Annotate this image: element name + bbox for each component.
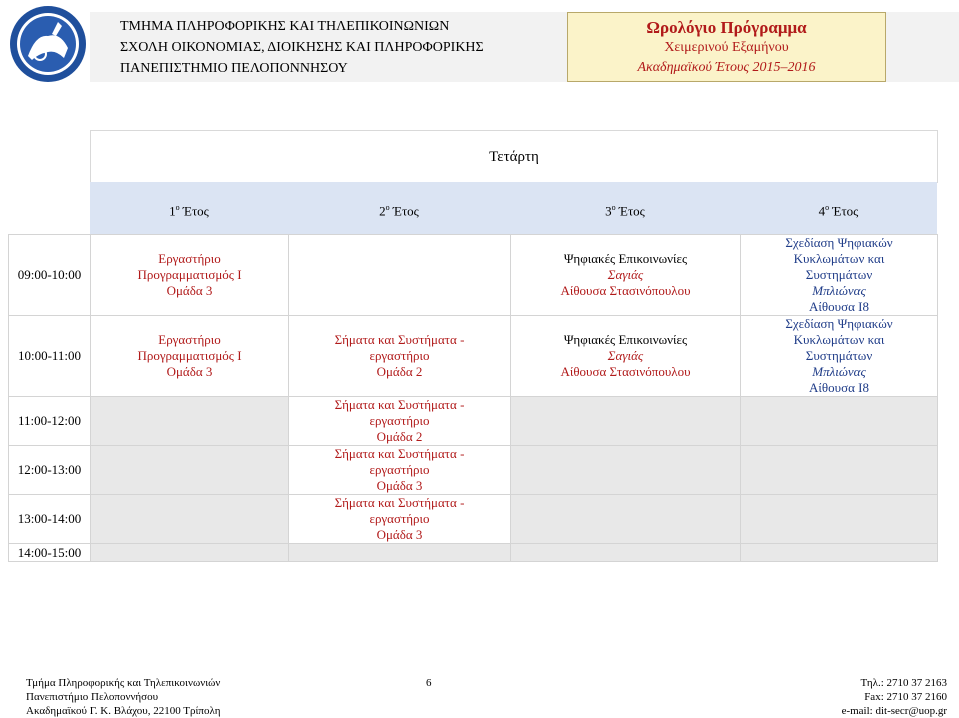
table-row (9, 235, 938, 316)
cell-y2-1200: Σήματα και Συστήματα - εργαστήριο Ομάδα 3 (289, 446, 511, 495)
time-slot: 14:00-15:00 (9, 544, 91, 562)
year-header-2: $2^o$ Έτος (379, 203, 419, 219)
school-name: ΣΧΟΛΗ ΟΙΚΟΝΟΜΙΑΣ, ΔΙΟΙΚΗΣΗΣ ΚΑΙ ΠΛΗΡΟΦΟΡΙΚΗΣ (120, 40, 484, 55)
cell-y4-0900: Σχεδίαση Ψηφιακών Κυκλωμάτων και Συστημάτων Μπλιώνας Αίθουσα Ι8 (741, 235, 938, 316)
time-slot: 12:00-13:00 (9, 446, 91, 495)
timetable (8, 234, 938, 562)
cell-y4-1400 (741, 544, 938, 562)
cell-y2-1100: Σήματα και Συστήματα - εργαστήριο Ομάδα 2 (289, 397, 511, 446)
schedule-title: Ωρολόγιο Πρόγραμμα (646, 18, 807, 37)
year-header-row (90, 182, 937, 234)
academic-year-label: Ακαδημαϊκού Έτους 2015–2016 (637, 60, 816, 75)
time-slot: 13:00-14:00 (9, 495, 91, 544)
cell-y3-1400 (511, 544, 741, 562)
cell-y3-1100 (511, 397, 741, 446)
cell-y4-1200 (741, 446, 938, 495)
cell-y1-1100 (91, 397, 289, 446)
table-row (9, 495, 938, 544)
cell-y1-1000: Εργαστήριο Προγραμματισμός Ι Ομάδα 3 (91, 316, 289, 397)
cell-y4-1300 (741, 495, 938, 544)
year-header-3: $3^o$ Έτος (605, 203, 645, 219)
cell-y4-1100 (741, 397, 938, 446)
cell-y3-0900: Ψηφιακές Επικοινωνίες Σαγιάς Αίθουσα Στασινόπουλου (511, 235, 741, 316)
cell-y2-1400 (289, 544, 511, 562)
schedule-title-box (567, 12, 886, 82)
time-slot: 09:00-10:00 (9, 235, 91, 316)
cell-y3-1000: Ψηφιακές Επικοινωνίες Σαγιάς Αίθουσα Στασινόπουλου (511, 316, 741, 397)
semester-label: Χειμερινού Εξαμήνου (664, 40, 789, 55)
cell-y2-1300: Σήματα και Συστήματα - εργαστήριο Ομάδα 3 (289, 495, 511, 544)
day-title: Τετάρτη (90, 130, 938, 183)
table-row (9, 397, 938, 446)
cell-y3-1200 (511, 446, 741, 495)
table-row (9, 544, 938, 562)
time-slot: 10:00-11:00 (9, 316, 91, 397)
table-row (9, 446, 938, 495)
year-header-4: $4^o$ Έτος (818, 203, 859, 219)
cell-y3-1300 (511, 495, 741, 544)
footer-address: Τμήμα Πληροφορικής και Τηλεπικοινωνιών Πανεπιστήμιο Πελοποννήσου Ακαδημαϊκού Γ. Κ. Βλάχου, 22100 Τρίπολη (26, 677, 221, 717)
cell-y2-0900 (289, 235, 511, 316)
cell-y4-1000: Σχεδίαση Ψηφιακών Κυκλωμάτων και Συστημάτων Μπλιώνας Αίθουσα Ι8 (741, 316, 938, 397)
cell-y1-0900: Εργαστήριο Προγραμματισμός Ι Ομάδα 3 (91, 235, 289, 316)
year-header-1: $1^o$ Έτος (169, 203, 209, 219)
cell-y2-1000: Σήματα και Συστήματα - εργαστήριο Ομάδα 2 (289, 316, 511, 397)
time-slot: 11:00-12:00 (9, 397, 91, 446)
cell-y1-1200 (91, 446, 289, 495)
table-row (9, 316, 938, 397)
department-name: ΤΜΗΜΑ ΠΛΗΡΟΦΟΡΙΚΗΣ ΚΑΙ ΤΗΛΕΠΙΚΟΙΝΩΝΙΩΝ (120, 19, 450, 34)
university-logo-icon (8, 4, 88, 84)
university-name: ΠΑΝΕΠΙΣΤΗΜΙΟ ΠΕΛΟΠΟΝΝΗΣΟΥ (120, 61, 348, 76)
cell-y1-1300 (91, 495, 289, 544)
footer-contact: Τηλ.: 2710 37 2163 Fax: 2710 37 2160 e-mail: dit-secr@uop.gr (841, 677, 947, 717)
cell-y1-1400 (91, 544, 289, 562)
page-number: 6 (426, 677, 432, 689)
institution-header (120, 16, 484, 79)
